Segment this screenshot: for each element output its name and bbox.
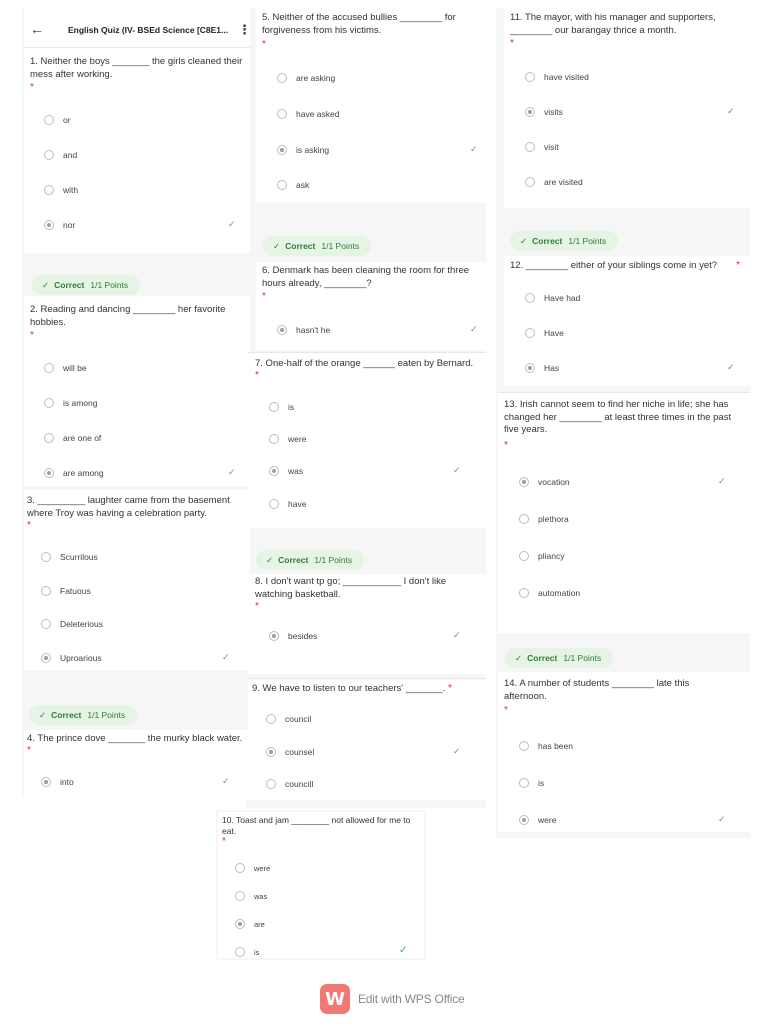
correct-badge	[256, 550, 364, 570]
option-label: was	[288, 466, 304, 476]
badge-points: 1/1 Points	[90, 280, 129, 290]
question-8: 8. I don't want tp go; ___________ I don't like watching basketball.	[255, 576, 447, 600]
option-label: Uproarious	[60, 653, 102, 663]
arrow-left-icon[interactable]: ←	[30, 21, 44, 37]
check-icon: ✓	[727, 362, 735, 372]
question-11: 11. The mayor, with his manager and supporters, ________ our barangay thrice a month.	[510, 12, 716, 36]
radio-icon[interactable]	[235, 891, 245, 901]
required-asterisk: *	[504, 705, 508, 716]
radio-icon[interactable]	[519, 588, 529, 598]
radio-icon[interactable]	[269, 434, 279, 444]
option[interactable]	[269, 432, 306, 446]
radio-icon[interactable]	[525, 177, 535, 187]
option[interactable]	[44, 183, 78, 197]
page-title: English Quiz (IV- BSEd Science [C8E1...	[68, 25, 228, 35]
badge-points: 1/1 Points	[87, 710, 126, 720]
option[interactable]	[277, 71, 335, 85]
badge-points: 1/1 Points	[563, 653, 602, 663]
check-icon: ✓	[470, 324, 478, 334]
option[interactable]	[266, 712, 311, 726]
divider	[248, 352, 486, 353]
option[interactable]	[519, 739, 573, 753]
check-icon: ✓	[515, 652, 523, 663]
option-label: are one of	[63, 433, 102, 443]
question-14: 14. A number of students ________ late this afternoon.	[504, 678, 690, 702]
radio-selected-icon[interactable]	[519, 815, 529, 825]
check-icon: ✓	[470, 144, 478, 154]
check-icon: ✓	[273, 240, 281, 251]
option[interactable]	[277, 178, 309, 192]
option-label: ask	[296, 180, 310, 190]
option[interactable]	[41, 584, 91, 598]
option-selected[interactable]	[44, 466, 104, 480]
radio-selected-icon[interactable]	[41, 653, 51, 663]
option-label: have asked	[296, 109, 340, 119]
radio-icon[interactable]	[519, 514, 529, 524]
wps-edit-label: Edit with WPS Office	[358, 992, 465, 1006]
option-label: vocation	[538, 477, 570, 487]
required-asterisk: *	[510, 38, 514, 49]
radio-icon[interactable]	[235, 863, 245, 873]
option[interactable]	[235, 945, 259, 959]
option-label: Have had	[544, 293, 581, 303]
question-2: 2. Reading and dancing ________ her favorite hobbies.	[30, 304, 226, 328]
option-label: Deleterious	[60, 619, 103, 629]
option[interactable]	[525, 70, 589, 84]
header-divider	[24, 47, 250, 48]
radio-icon[interactable]	[269, 402, 279, 412]
option-selected[interactable]	[269, 629, 317, 643]
required-asterisk: *	[736, 260, 740, 271]
correct-badge	[505, 648, 613, 668]
option-selected[interactable]	[277, 323, 330, 337]
radio-icon[interactable]	[525, 72, 535, 82]
option-selected[interactable]	[525, 361, 559, 375]
radio-icon[interactable]	[277, 73, 287, 83]
radio-selected-icon[interactable]	[277, 325, 287, 335]
radio-icon[interactable]	[235, 947, 245, 957]
question-6: 6. Denmark has been cleaning the room for three hours already, ________?	[262, 265, 470, 289]
option-label: pliancy	[538, 551, 565, 561]
radio-icon[interactable]	[41, 619, 51, 629]
question-12: 12. ________ either of your siblings come in yet?	[510, 260, 718, 271]
option-label: visits	[544, 107, 563, 117]
option-selected[interactable]	[519, 813, 556, 827]
option-label: is asking	[296, 145, 330, 155]
option-label: is	[254, 947, 260, 957]
option[interactable]	[269, 497, 306, 511]
option[interactable]	[235, 861, 270, 875]
option-label: Has	[544, 363, 560, 373]
option-label: is	[288, 402, 295, 412]
option[interactable]	[519, 512, 569, 526]
question-3: 3. _________ laughter came from the basement where Troy was having a celebration party.	[27, 495, 230, 519]
option-label: is among	[63, 398, 98, 408]
option[interactable]	[519, 549, 564, 563]
option-label: into	[60, 777, 74, 787]
badge-label: Correct	[278, 555, 309, 565]
option-label: councill	[285, 779, 314, 789]
radio-icon[interactable]	[41, 586, 51, 596]
option-label: visit	[544, 142, 559, 152]
badge-label: Correct	[285, 241, 316, 251]
check-icon: ✓	[228, 467, 236, 477]
divider	[498, 392, 750, 393]
option-label: nor	[63, 220, 76, 230]
q1-card	[24, 8, 250, 253]
option-label: will be	[63, 363, 87, 373]
option[interactable]	[525, 175, 583, 189]
option-label: have	[288, 499, 307, 509]
option-label: Fatuous	[60, 586, 91, 596]
option-label: hasn't he	[296, 325, 331, 335]
required-asterisk: *	[30, 330, 34, 341]
option-selected[interactable]	[277, 143, 329, 157]
option[interactable]	[44, 113, 71, 127]
option-selected[interactable]	[41, 775, 74, 789]
question-5: 5. Neither of the accused bullies ________ for forgiveness from his victims.	[262, 12, 456, 36]
option-label: besides	[288, 631, 318, 641]
radio-selected-icon[interactable]	[525, 363, 535, 373]
option[interactable]	[266, 777, 313, 791]
option-label: has been	[538, 741, 573, 751]
radio-icon[interactable]	[44, 185, 54, 195]
option-label: is	[538, 778, 545, 788]
badge-label: Correct	[527, 653, 558, 663]
check-icon: ✓	[42, 279, 50, 290]
radio-icon[interactable]	[44, 433, 54, 443]
option-label: were	[288, 434, 307, 444]
correct-badge	[32, 275, 140, 295]
more-vertical-icon[interactable]: ⋮	[238, 22, 251, 37]
check-icon: ✓	[520, 235, 528, 246]
check-icon: ✓	[718, 476, 726, 486]
option-label: council	[285, 714, 312, 724]
radio-icon[interactable]	[44, 363, 54, 373]
correct-badge	[29, 705, 137, 725]
radio-icon[interactable]	[44, 398, 54, 408]
check-icon: ✓	[453, 630, 461, 640]
option-label: were	[538, 815, 557, 825]
required-asterisk: *	[255, 601, 259, 612]
option[interactable]	[525, 291, 580, 305]
option[interactable]	[519, 776, 544, 790]
required-asterisk: *	[262, 291, 266, 302]
radio-selected-icon[interactable]	[235, 919, 245, 929]
badge-label: Correct	[51, 710, 82, 720]
radio-selected-icon[interactable]	[44, 220, 54, 230]
radio-icon[interactable]	[266, 714, 276, 724]
question-9: 9. We have to listen to our teachers' _______.	[252, 683, 446, 694]
radio-icon[interactable]	[519, 741, 529, 751]
radio-icon[interactable]	[269, 499, 279, 509]
option-label: and	[63, 150, 78, 160]
radio-icon[interactable]	[519, 778, 529, 788]
radio-selected-icon[interactable]	[519, 477, 529, 487]
option-label: Scurrilous	[60, 552, 98, 562]
option[interactable]	[269, 400, 294, 414]
radio-icon[interactable]	[525, 293, 535, 303]
required-asterisk: *	[255, 370, 259, 381]
radio-selected-icon[interactable]	[277, 145, 287, 155]
option[interactable]	[519, 586, 580, 600]
option[interactable]	[525, 326, 564, 340]
required-asterisk: *	[504, 440, 508, 451]
badge-points: 1/1 Points	[321, 241, 360, 251]
option[interactable]	[277, 107, 339, 121]
option[interactable]	[44, 431, 101, 445]
check-icon: ✓	[39, 709, 47, 720]
required-asterisk: *	[27, 520, 31, 531]
check-icon: ✓	[228, 219, 236, 229]
option-selected[interactable]	[519, 475, 570, 489]
radio-selected-icon[interactable]	[266, 747, 276, 757]
radio-selected-icon[interactable]	[525, 107, 535, 117]
check-icon: ✓	[399, 945, 408, 956]
required-asterisk: *	[30, 82, 34, 93]
option-label: was	[254, 891, 268, 901]
question-13: 13. Irish cannot seem to find her niche in life; she has changed her ________ at least three times in the past five years.	[504, 399, 732, 435]
radio-icon[interactable]	[277, 180, 287, 190]
check-icon: ✓	[453, 465, 461, 475]
option[interactable]	[41, 617, 103, 631]
option[interactable]	[44, 361, 87, 375]
check-icon: ✓	[718, 814, 726, 824]
correct-badge	[263, 236, 371, 256]
radio-selected-icon[interactable]	[269, 631, 279, 641]
option-selected[interactable]	[235, 917, 265, 931]
required-asterisk: *	[222, 836, 226, 847]
radio-icon[interactable]	[525, 328, 535, 338]
required-asterisk: *	[262, 39, 266, 50]
correct-badge	[510, 231, 618, 251]
q5-card	[256, 8, 486, 203]
badge-points: 1/1 Points	[568, 236, 607, 246]
check-icon: ✓	[222, 776, 230, 786]
option-selected[interactable]	[269, 464, 303, 478]
option-label: are among	[63, 468, 104, 478]
check-icon: ✓	[222, 652, 230, 662]
option-label: are visited	[544, 177, 583, 187]
option[interactable]	[44, 396, 98, 410]
option-selected[interactable]	[41, 651, 102, 665]
option-label: or	[63, 115, 71, 125]
option[interactable]	[525, 140, 559, 154]
required-asterisk: *	[448, 683, 452, 694]
check-icon: ✓	[266, 554, 274, 565]
option-label: with	[63, 185, 79, 195]
option-label: were	[254, 863, 271, 873]
radio-selected-icon[interactable]	[41, 777, 51, 787]
badge-points: 1/1 Points	[314, 555, 353, 565]
question-4: 4. The prince dove _______ the murky black water.	[27, 733, 243, 744]
option-selected[interactable]	[525, 105, 563, 119]
question-7: 7. One-half of the orange ______ eaten by Bernard.	[255, 358, 474, 369]
option[interactable]	[44, 148, 77, 162]
required-asterisk: *	[27, 745, 31, 756]
radio-icon[interactable]	[277, 109, 287, 119]
wps-logo-icon: W	[320, 984, 350, 1014]
radio-icon[interactable]	[44, 115, 54, 125]
check-icon: ✓	[453, 746, 461, 756]
option-label: Have	[544, 328, 564, 338]
badge-label: Correct	[532, 236, 563, 246]
option-label: plethora	[538, 514, 569, 524]
option-label: counsel	[285, 747, 315, 757]
question-10: 10. Toast and jam ________ not allowed for me to eat.	[222, 815, 411, 836]
option-label: automation	[538, 588, 581, 598]
radio-icon[interactable]	[519, 551, 529, 561]
option-label: are asking	[296, 73, 336, 83]
option-selected[interactable]	[266, 745, 314, 759]
option-label: are	[254, 919, 265, 929]
divider	[248, 678, 486, 679]
option[interactable]	[235, 889, 267, 903]
question-1: 1. Neither the boys _______ the girls cleaned their mess after working.	[30, 56, 243, 80]
radio-icon[interactable]	[266, 779, 276, 789]
radio-icon[interactable]	[44, 150, 54, 160]
radio-icon[interactable]	[525, 142, 535, 152]
badge-label: Correct	[54, 280, 85, 290]
wps-edit-banner[interactable]	[320, 984, 464, 1014]
radio-icon[interactable]	[41, 552, 51, 562]
radio-selected-icon[interactable]	[44, 468, 54, 478]
check-icon: ✓	[727, 106, 735, 116]
radio-selected-icon[interactable]	[269, 466, 279, 476]
option[interactable]	[41, 550, 98, 564]
option-label: have visited	[544, 72, 589, 82]
option-selected[interactable]	[44, 218, 75, 232]
